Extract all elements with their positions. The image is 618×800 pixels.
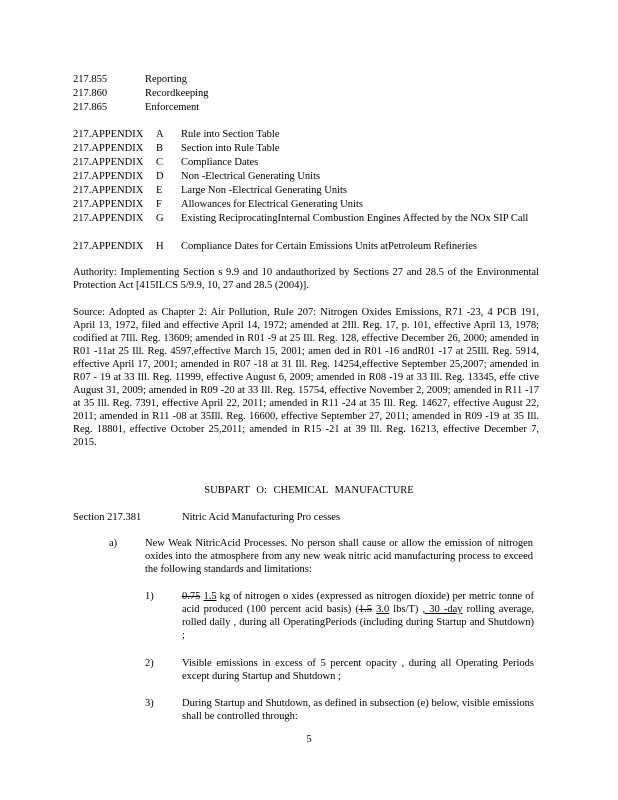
item-1-label: 1) [145,591,154,602]
appendix-letter: F [156,199,162,210]
item-1-inserted-averaging: , 30 -day [422,604,463,615]
toc-section-title: Reporting [145,74,187,85]
item-1-deleted-value: 0.75 [182,591,201,602]
appendix-title: Section into Rule Table [181,143,280,154]
authority-paragraph: Authority: Implementing Section s 9.9 and 10 andauthorized by Sections 27 and 28.5 of the Environmental Protection Act [415ILCS 5/9.9, 10, 27 and 28.5 (2004)]. [73,267,539,291]
toc-section-number: 217.860 [73,88,108,99]
toc-section-title: Recordkeeping [145,88,209,99]
item-1-text-part: lbs/T) [389,604,423,615]
subsection-a-label: a) [109,538,118,549]
toc-section-title: Enforcement [145,102,200,113]
appendix-number: 217.APPENDIX [73,185,144,196]
item-3-label: 3) [145,698,154,709]
subpart-heading: SUBPART O: CHEMICAL MANUFACTURE [204,485,414,496]
toc-section-number: 217.855 [73,74,108,85]
appendix-title: Rule into Section Table [181,129,280,140]
appendix-letter: A [156,129,164,140]
item-1-text [182,590,534,642]
appendix-number: 217.APPENDIX [73,143,144,154]
appendix-number: 217.APPENDIX [73,171,144,182]
item-2-label: 2) [145,658,154,669]
subsection-a-text: New Weak NitricAcid Processes. No person shall cause or allow the emission of nitrogen oxides into the atmosphere from any new weak nitric acid manufacturing process to exceed the following standards and limitations: [145,538,533,575]
section-title: Nitric Acid Manufacturing Pro cesses [182,512,341,523]
appendix-letter: E [156,185,163,196]
appendix-title: Existing ReciprocatingInternal Combustion Engines Affected by the NOx SIP Call [181,213,529,224]
appendix-letter: D [156,171,164,182]
item-1-deleted-value: 1.5 [358,604,372,615]
appendix-title: Non -Electrical Generating Units [181,171,321,182]
item-1-inserted-value: 3.0 [376,604,390,615]
page-number: 5 [306,734,312,745]
appendix-letter: C [156,157,164,168]
item-3-text: During Startup and Shutdown, as defined in subsection (e) below, visible emissions shall be controlled through: [182,698,534,722]
item-1-inserted-value: 1.5 [203,591,217,602]
appendix-title: Allowances for Electrical Generating Units [181,199,363,210]
item-1-text-part: rolling average, rolled daily , during all OperatingPeriods (including during Startup and Shutdown) ; [182,604,534,641]
appendix-title: Compliance Dates for Certain Emissions Units atPetroleum Refineries [181,241,477,252]
appendix-title: Large Non -Electrical Generating Units [181,185,347,196]
toc-section-number: 217.865 [73,102,108,113]
appendix-letter: B [156,143,164,154]
appendix-title: Compliance Dates [181,157,259,168]
appendix-number: 217.APPENDIX [73,199,144,210]
source-paragraph: Source: Adopted as Chapter 2: Air Pollution, Rule 207: Nitrogen Oxides Emissions, R71 -23, 4 PCB 191, April 13, 1972, filed and effective April 14, 1972; amended at 2Ill. Reg. 17, p. 101, effective April 13, 1978; codified at 7Ill. Reg. 13609; amended in R01 -9 at 25 Ill. Reg. 128, effective December 26, 2000; amended in R01 -11at 25 Ill. Reg. 4597,effective March 15, 2001; amen ded in R01 -16 andR01 -17 at 25Ill. Reg. 5914, effective April 17, 2001; amended in R07 -18 at 31 Ill. Reg. 14254,effective September 25,2007; amended in R07 - 19 at 33 Ill. Reg. 11999, effective August 6, 2009; amended in R08 -19 at 33 Ill. Reg. 13345, effe ctive August 31, 2009; amended in R09 -20 at 33 Ill. Reg. 15754, effective November 2, 2009; amended in R11 -17 at 35 Ill. Reg. 7391, effective April 22, 2011; amended in R11 -24 at 35 Ill. Reg. 14627, effective August 22, 2011; amended in R11 -08 at 35Ill. Reg. 16600, effective September 27, 2011; amended in R09 -19 at 35 Ill. Reg. 18801, effective October 25,2011; amended in R15 -21 at 39 Ill. Reg. 16213, effective December 7, 2015. [73,307,539,448]
appendix-number: 217.APPENDIX [73,241,144,252]
appendix-number: 217.APPENDIX [73,129,144,140]
item-1-text-part: kg of nitrogen o xides (expressed as nitrogen dioxide) per metric tonne of acid produced (100 percent acid basis) ( [182,591,534,615]
appendix-letter: H [156,241,164,252]
section-number: Section 217.381 [73,512,142,523]
appendix-number: 217.APPENDIX [73,213,144,224]
appendix-number: 217.APPENDIX [73,157,144,168]
item-2-text: Visible emissions in excess of 5 percent opacity , during all Operating Periods except during Startup and Shutdown ; [182,658,534,682]
appendix-letter: G [156,213,164,224]
